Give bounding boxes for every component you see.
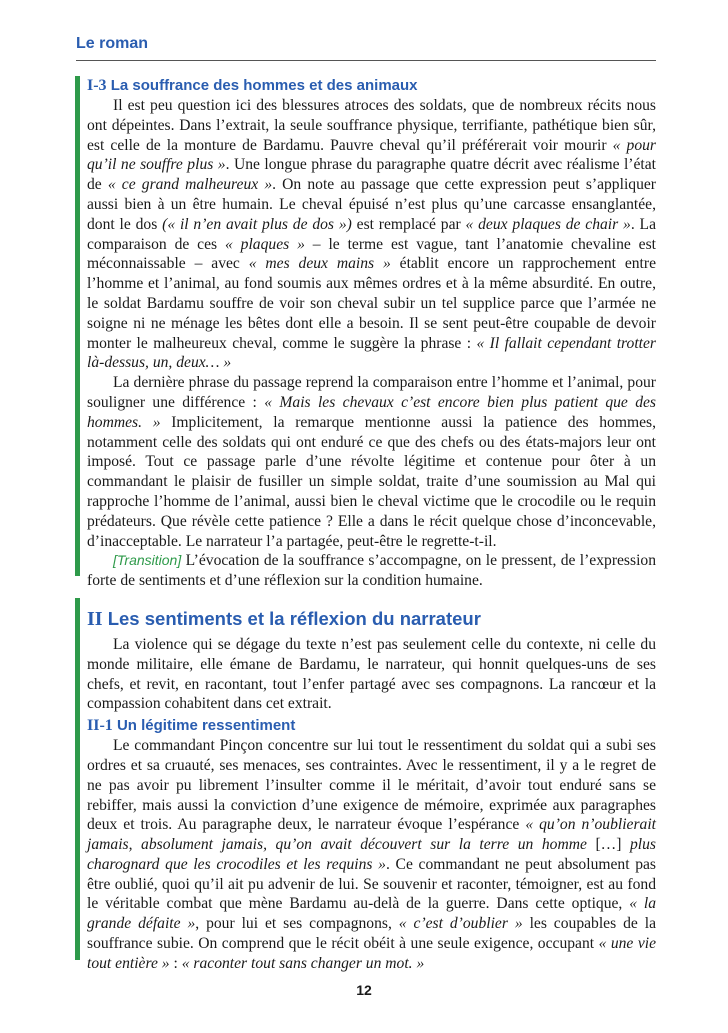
section-ii1-heading	[87, 716, 656, 736]
text-run: L’évocation de la souffrance s’accompagne, on le pressent, de l’expression forte de sentiments et d’une réflexion sur la condition humaine.	[87, 552, 656, 590]
text-run: établit encore un rapprochement entre l’homme et l’animal, au fond soumis aux mêmes ordres et à la même absurdité. En outre, le soldat Bardamu souffre de voir son cheval subir un tel supplice parce que l’armée ne soigne ni ne ménage les bêtes dont elle a besoin. Il se sent peut-être coupable de devoir monter le malheureux cheval, comme le suggère la phrase :	[87, 255, 656, 352]
running-header: Le roman	[76, 35, 149, 52]
quote: (« il n’en avait plus de dos »)	[162, 215, 352, 233]
section-i3-number: I-3	[87, 77, 107, 94]
quote: « deux plaques de chair »	[465, 215, 631, 233]
margin-bar-part-one	[75, 76, 80, 576]
text-run: […]	[586, 836, 630, 854]
paragraph	[87, 96, 656, 373]
main-text	[87, 76, 656, 974]
quote: « c’est d’oublier »	[398, 915, 523, 933]
quote: « Il fallait cependant trotter là-dessus, un, deux… »	[87, 334, 656, 372]
text-run: :	[169, 954, 182, 972]
transition-tag: [Transition]	[113, 552, 182, 569]
text-run: La dernière phrase du passage reprend la comparaison entre l’homme et l’animal, pour souligner une différence :	[87, 374, 656, 411]
text-run: Implicitement, la remarque mentionne aussi la patience des hommes, notamment celle des soldats qui ont enduré ce que des chefs ou des états-majors leur ont imposé. Tout ce passage parle d’une révolte légitime et contenue pour ôter à un commandant le plaisir de fusiller un simple soldat, traite d’une soumission au Mal qui rapproche l’homme de l’animal, aussi bien le cheval victime que le crocodile ou le requin prédateurs. Que révèle cette patience ? Elle a dans le récit quelque chose d’inconcevable, d’inacceptable. Le narrateur l’a partagée, peut-être le regrette-t-il.	[87, 413, 656, 550]
text-run: . Une longue phrase du paragraphe quatre décrit avec réalisme l’état de	[87, 156, 656, 194]
section-ii-number: II	[87, 607, 103, 630]
section-ii-title: Les sentiments et la réflexion du narrateur	[102, 607, 481, 629]
paragraph	[87, 736, 656, 974]
section-i3-title: La souffrance des hommes et des animaux	[106, 77, 418, 94]
quote: « mes deux mains »	[248, 255, 391, 273]
quote: « raconter tout sans changer un mot. »	[181, 954, 425, 972]
section-i3-heading	[87, 76, 656, 96]
quote: « pour qu’il ne souffre plus »	[87, 136, 656, 174]
quote: « plaques »	[224, 235, 305, 253]
quote: « qu’on n’oublierait jamais, absolument jamais, qu’on avait découvert sur la terre un homme	[87, 816, 656, 854]
text-run: , pour lui et ses compagnons,	[195, 915, 399, 933]
quote: « une vie tout entière »	[87, 935, 656, 972]
quote: « ce grand malheureux »	[107, 176, 273, 194]
text-run: Le commandant Pinçon concentre sur lui tout le ressentiment du soldat qui a subi ses ordres et sa cruauté, ses menaces, ses contraintes. Avec le ressentiment, il y a le regret de ne pas avoir pu librement l’insulter comme il le méritait, d’avoir tout enduré sans se rebiffer, mais aussi la conviction d’une exigence de mémoire, exprimée aux paragraphes deux et trois. Au paragraphe deux, le narrateur évoque l’espérance	[87, 737, 656, 834]
section-ii1-number: II-1	[87, 717, 113, 735]
quote: plus charognard que les crocodiles et les requins »	[87, 836, 656, 873]
section-ii1-title: Un légitime ressentiment	[112, 717, 296, 735]
header-rule	[76, 60, 656, 61]
text-run: . La comparaison de ces	[87, 215, 656, 253]
paragraph	[87, 373, 656, 551]
text-run: . On note au passage que cette expression peut s’appliquer aussi bien à un être humain. Le cheval épuisé n’est plus qu’une carcasse ensanglantée, dont le dos	[87, 176, 656, 233]
page-number: 12	[356, 982, 372, 998]
text-run: est remplacé par	[351, 215, 466, 233]
transition-paragraph	[87, 551, 656, 591]
quote: « Mais les chevaux c’est encore bien plus patient que des hommes. »	[87, 393, 656, 431]
section-ii-heading	[87, 607, 656, 631]
paragraph: La violence qui se dégage du texte n’est pas seulement celle du contexte, ni celle du monde militaire, elle émane de Bardamu, le narrateur, qui honnit quelques-uns de ses chefs, et revit, en racontant, tout l’enfer partagé avec ses compagnons. La rancœur et la compassion cohabitent dans cet extrait.	[87, 635, 656, 713]
text-run: . Ce commandant ne peut absolument pas être oublié, quoi qu’il ait pu advenir de lui. Se souvenir et raconter, témoigner, est au fond le véritable combat que mène Bardamu au-delà de la guerre. Dans cette optique,	[87, 855, 656, 913]
quote: « la grande défaite »	[87, 895, 657, 933]
margin-bar-part-two	[75, 598, 80, 960]
text-run: – le terme est vague, tant l’anatomie chevaline est méconnaissable – avec	[87, 235, 657, 273]
text-run: Il est peu question ici des blessures atroces des soldats, que de nombreux récits nous ont dépeintes. Dans l’extrait, la seule souffrance physique, terrifiante, pathétique bien sûr, est celle de la monture de Bardamu. Pauvre cheval qu’il préférerait voir mourir	[87, 97, 656, 154]
text-run: les coupables de la souffrance subie. On comprend que le récit obéit à une seule exigence, occupant	[87, 915, 656, 953]
